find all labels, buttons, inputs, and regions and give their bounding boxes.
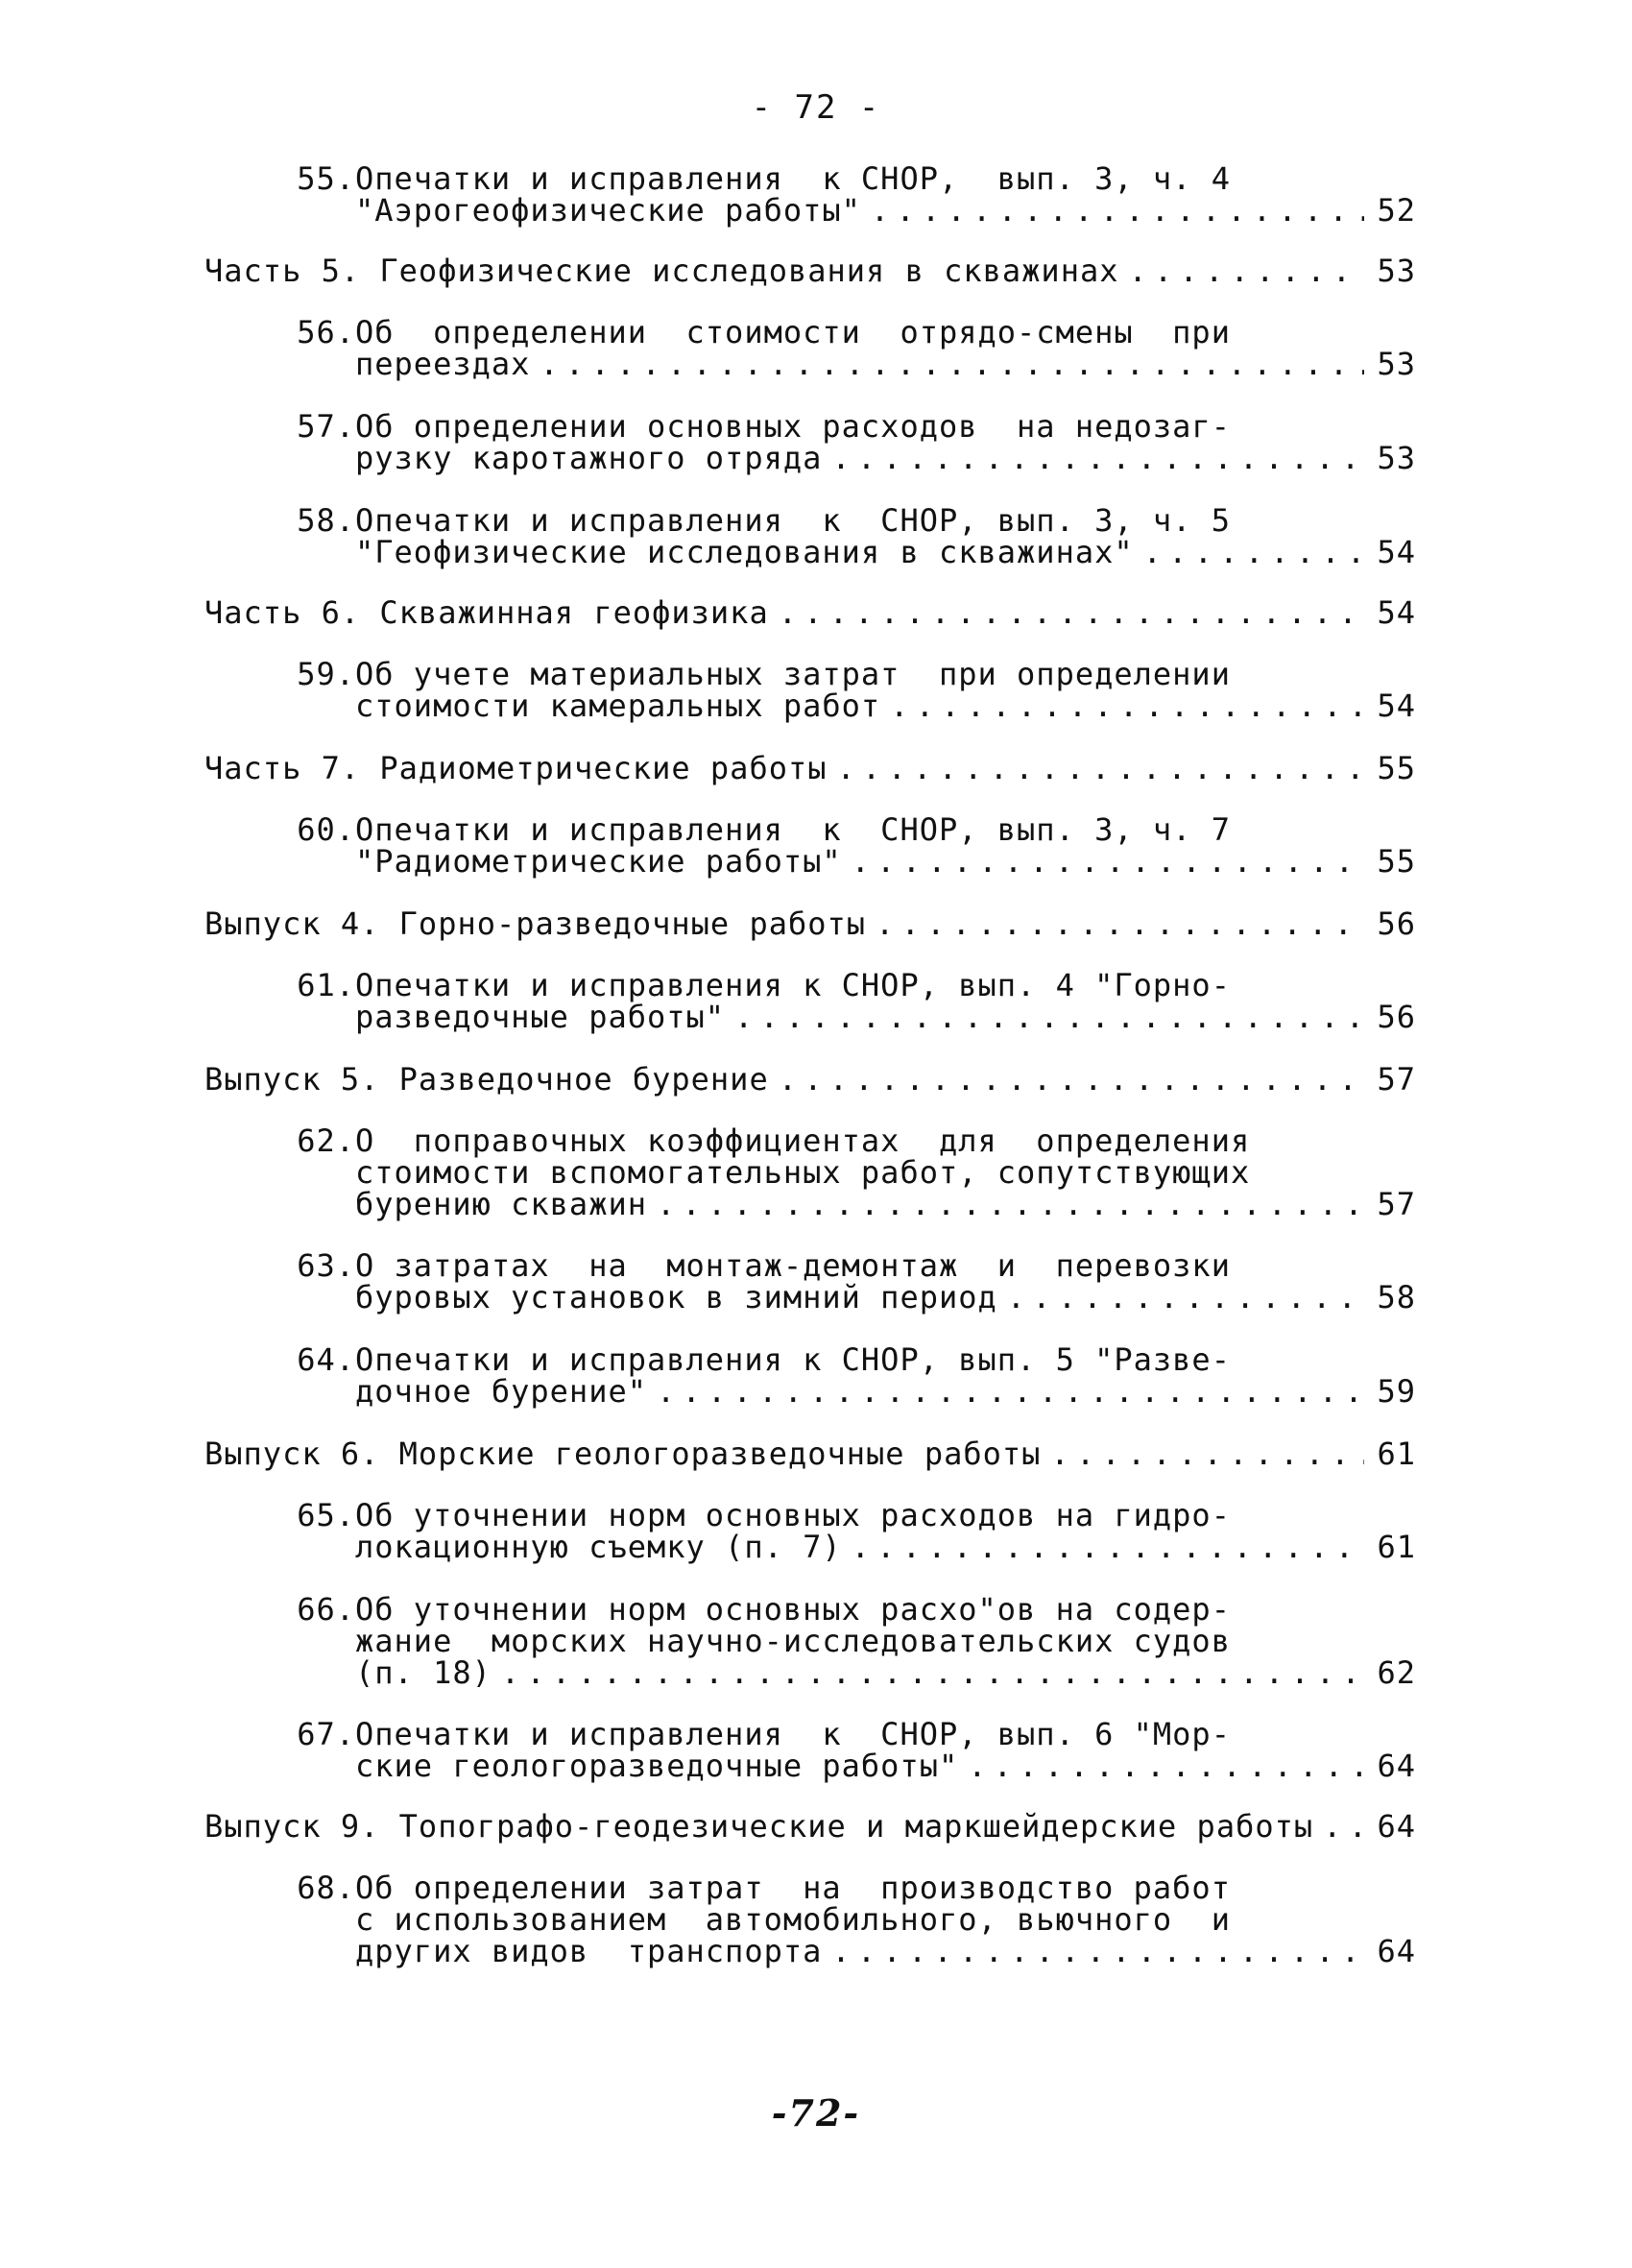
leader-dots (1128, 255, 1364, 287)
entry-text-line: "Радиометрические работы" (355, 843, 842, 880)
entry-text-line: стоимости камеральных работ (355, 688, 881, 724)
toc-entry-62 (278, 1122, 1416, 1222)
toc-entry-56 (278, 314, 1416, 382)
leader-dots (890, 690, 1364, 722)
leader-dots (657, 1189, 1364, 1220)
leader-dots (1007, 1282, 1364, 1314)
page-ref: 64 (1377, 1808, 1416, 1845)
toc-entry-63 (278, 1247, 1416, 1315)
page-ref: 64 (1377, 1748, 1416, 1784)
page-ref: 54 (1377, 688, 1416, 724)
section-title: Выпуск 6. Морские геологоразведочные работы (204, 1436, 1042, 1472)
page-ref: 55 (1377, 843, 1416, 880)
entry-text-line: Об определении затрат на производство работ (355, 1870, 1231, 1906)
section-title: Часть 6. Скважинная геофизика (204, 594, 769, 631)
section-title: Выпуск 5. Разведочное бурение (204, 1061, 769, 1098)
entry-text-line: Об определении основных расходов на недозаг- (355, 408, 1231, 445)
toc-part-6 (204, 594, 1416, 631)
entry-number: 63. (297, 1247, 355, 1284)
leader-dots (876, 908, 1364, 940)
section-title: Выпуск 9. Топографо-геодезические и маркшейдерские работы (204, 1808, 1314, 1845)
entry-number: 65. (297, 1497, 355, 1533)
entry-text-line: бурению скважин (355, 1186, 647, 1222)
page-ref: 54 (1377, 594, 1416, 631)
entry-text-line: Опечатки и исправления к СНОР, вып. 5 "Разве- (355, 1341, 1231, 1378)
page-ref: 59 (1377, 1373, 1416, 1410)
leader-dots (871, 195, 1364, 227)
leader-dots (831, 443, 1364, 474)
toc-volume-9 (204, 1808, 1416, 1845)
entry-text-line: Опечатки и исправления к СНОР, вып. 3, ч. 4 (355, 160, 1231, 197)
page-ref: 56 (1377, 999, 1416, 1035)
entry-number: 57. (297, 408, 355, 445)
entry-text-line: Опечатки и исправления к СНОР, вып. 6 "Мор- (355, 1716, 1231, 1752)
toc-volume-6 (204, 1438, 1416, 1470)
entry-number: 68. (297, 1870, 355, 1906)
entry-text-line: О затратах на монтаж-демонтаж и перевозки (355, 1247, 1231, 1284)
leader-dots (852, 846, 1364, 878)
toc-volume-5 (204, 1061, 1416, 1098)
entry-text-line: Опечатки и исправления к СНОР, вып. 3, ч. 7 (355, 811, 1231, 848)
entry-number: 61. (297, 967, 355, 1003)
leader-dots (779, 597, 1364, 629)
toc-entry-55 (278, 160, 1416, 229)
toc-entry-61 (278, 967, 1416, 1035)
entry-text-line: Об учете материальных затрат при определении (355, 656, 1231, 692)
entry-number: 59. (297, 656, 355, 692)
entry-text-line: с использованием автомобильного, вьючного и (355, 1901, 1231, 1938)
entry-text-line: переездах (355, 346, 531, 382)
page-number-bottom: -72- (771, 2091, 861, 2135)
page-ref: 61 (1377, 1436, 1416, 1472)
entry-text-line: Опечатки и исправления к СНОР, вып. 3, ч. 5 (355, 502, 1231, 539)
section-title: Выпуск 4. Горно-разведочные работы (204, 905, 867, 942)
entry-text-line: "Аэрогеофизические работы" (355, 192, 861, 229)
entry-number: 58. (297, 502, 355, 539)
entry-number: 55. (297, 160, 355, 197)
toc-entry-68 (278, 1872, 1416, 1967)
leader-dots (968, 1750, 1364, 1782)
toc-volume-4 (204, 905, 1416, 942)
leader-dots (779, 1064, 1364, 1096)
toc-entry-65 (278, 1497, 1416, 1565)
section-title: Часть 7. Радиометрические работы (204, 750, 828, 786)
entry-text-line: Об определении стоимости отрядо-смены при (355, 314, 1231, 350)
toc-entry-58 (278, 502, 1416, 570)
page-ref: 54 (1377, 534, 1416, 570)
page-ref: 57 (1377, 1061, 1416, 1098)
leader-dots (734, 1001, 1364, 1033)
leader-dots (1323, 1811, 1364, 1843)
entry-text-line: стоимости вспомогательных работ, сопутствующих (355, 1154, 1251, 1191)
section-title: Часть 5. Геофизические исследования в скважинах (204, 253, 1119, 289)
toc-entry-64 (278, 1341, 1416, 1410)
entry-text-line: Об уточнении норм основных расхо"ов на содер- (355, 1591, 1231, 1628)
leader-dots (1050, 1438, 1364, 1470)
entry-number: 56. (297, 314, 355, 350)
leader-dots (1143, 537, 1364, 568)
entry-number: 60. (297, 811, 355, 848)
page-ref: 56 (1377, 905, 1416, 942)
toc-entry-60 (278, 811, 1416, 880)
page-ref: 57 (1377, 1186, 1416, 1222)
toc-entry-59 (278, 656, 1416, 724)
page-ref: 55 (1377, 750, 1416, 786)
toc-part-5 (204, 255, 1416, 287)
page-ref: 52 (1377, 192, 1416, 229)
entry-text-line: других видов транспорта (355, 1933, 823, 1969)
leader-dots (501, 1657, 1364, 1689)
toc-entry-66 (278, 1591, 1416, 1691)
page-ref: 53 (1377, 346, 1416, 382)
entry-number: 62. (297, 1122, 355, 1159)
leader-dots (657, 1376, 1364, 1408)
toc-entry-67 (278, 1716, 1416, 1784)
page-ref: 64 (1377, 1933, 1416, 1969)
page-ref: 58 (1377, 1279, 1416, 1315)
page-number-top: - 72 - (751, 88, 881, 127)
toc-entry-57 (278, 408, 1416, 476)
entry-number: 64. (297, 1341, 355, 1378)
page-ref: 62 (1377, 1654, 1416, 1691)
entry-text-line: Об уточнении норм основных расходов на гидро- (355, 1497, 1231, 1533)
leader-dots (831, 1936, 1364, 1967)
entry-text-line: "Геофизические исследования в скважинах" (355, 534, 1134, 570)
entry-text-line: дочное бурение" (355, 1373, 647, 1410)
page-ref: 61 (1377, 1529, 1416, 1565)
entry-text-line: О поправочных коэффициентах для определения (355, 1122, 1251, 1159)
entry-number: 67. (297, 1716, 355, 1752)
entry-text-line: ские геологоразведочные работы" (355, 1748, 959, 1784)
entry-text-line: жание морских научно-исследовательских судов (355, 1623, 1231, 1659)
toc-part-7 (204, 750, 1416, 786)
leader-dots (540, 349, 1364, 380)
leader-dots (852, 1532, 1364, 1563)
entry-text-line: (п. 18) (355, 1654, 492, 1691)
entry-text-line: рузку каротажного отряда (355, 440, 823, 476)
page-ref: 53 (1377, 253, 1416, 289)
page-ref: 53 (1377, 440, 1416, 476)
entry-number: 66. (297, 1591, 355, 1628)
leader-dots (837, 753, 1365, 784)
entry-text-line: Опечатки и исправления к СНОР, вып. 4 "Горно- (355, 967, 1231, 1003)
entry-text-line: локационную съемку (п. 7) (355, 1529, 842, 1565)
entry-text-line: буровых установок в зимний период (355, 1279, 997, 1315)
entry-text-line: разведочные работы" (355, 999, 726, 1035)
